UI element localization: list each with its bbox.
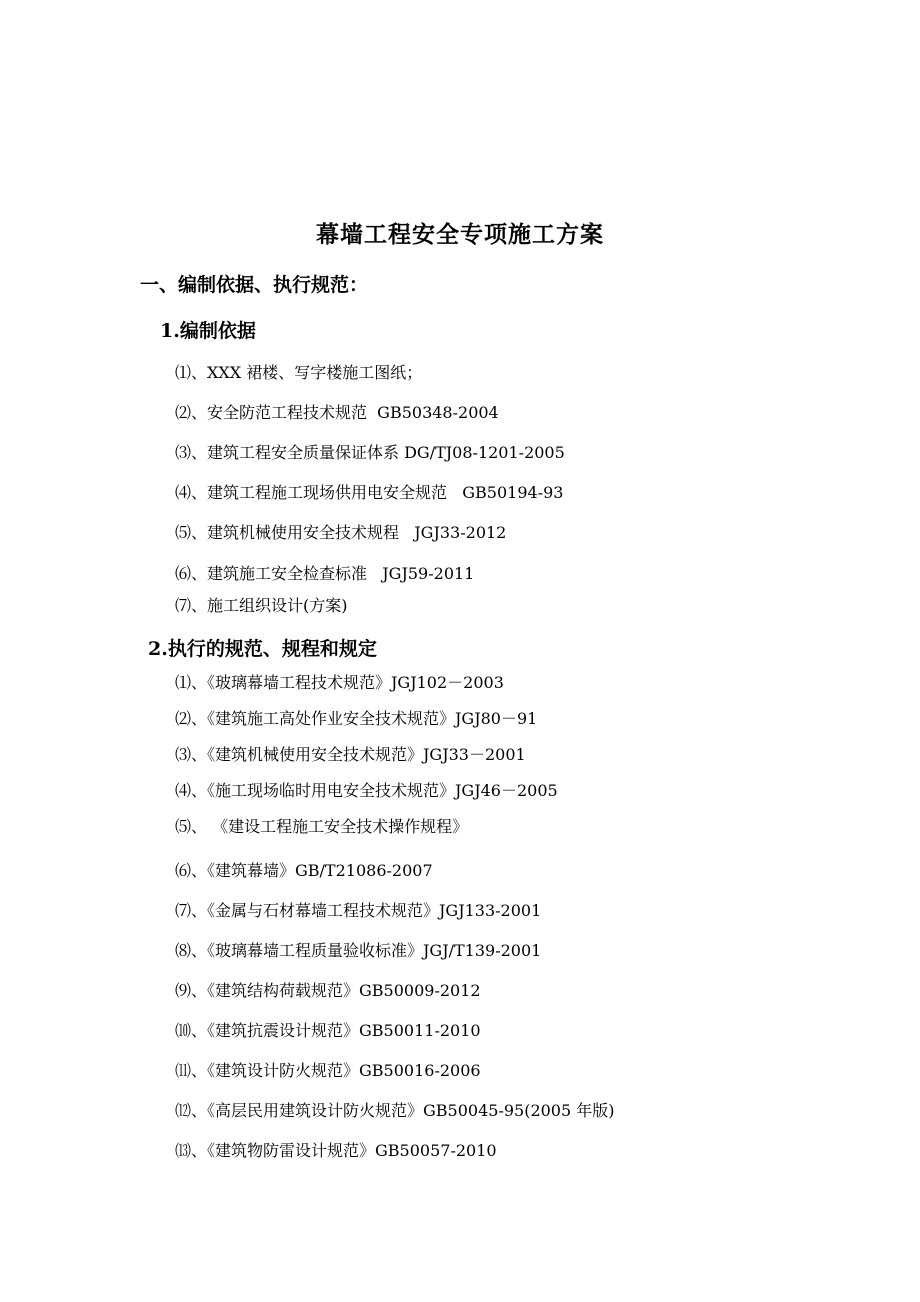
subsection-heading-compilation-basis: 1.编制依据 — [160, 320, 256, 342]
standard-item-3: ⑶、《建筑机械使用安全技术规范》JGJ33－2001 — [175, 745, 526, 764]
standard-item-7: ⑺、《金属与石材幕墙工程技术规范》JGJ133-2001 — [175, 901, 542, 920]
section-heading-basis: 一、编制依据、执行规范： — [140, 274, 369, 296]
standard-item-5: ⑸、 《建设工程施工安全技术操作规程》 — [175, 817, 469, 836]
standard-item-4: ⑷、《施工现场临时用电安全技术规范》JGJ46－2005 — [175, 781, 558, 800]
basis-item-6: ⑹、建筑施工安全检查标准 JGJ59-2011 — [175, 564, 475, 583]
basis-item-5: ⑸、建筑机械使用安全技术规程 JGJ33-2012 — [175, 523, 507, 542]
basis-item-2: ⑵、安全防范工程技术规范 GB50348-2004 — [175, 403, 499, 422]
subsection-heading-standards: 2.执行的规范、规程和规定 — [148, 638, 377, 660]
standard-item-12: ⑿、《高层民用建筑设计防火规范》GB50045-95(2005 年版) — [175, 1101, 615, 1120]
standard-item-11: ⑾、《建筑设计防火规范》GB50016-2006 — [175, 1061, 481, 1080]
basis-item-1: ⑴、XXX 裙楼、写字楼施工图纸； — [175, 363, 423, 382]
standard-item-6: ⑹、《建筑幕墙》GB/T21086-2007 — [175, 861, 433, 880]
standard-item-13: ⒀、《建筑物防雷设计规范》GB50057-2010 — [175, 1141, 497, 1160]
document-title: 幕墙工程安全专项施工方案 — [316, 221, 604, 248]
standard-item-8: ⑻、《玻璃幕墙工程质量验收标准》JGJ/T139-2001 — [175, 941, 542, 960]
basis-item-3: ⑶、建筑工程安全质量保证体系 DG/TJ08-1201-2005 — [175, 443, 565, 462]
standard-item-10: ⑽、《建筑抗震设计规范》GB50011-2010 — [175, 1021, 481, 1040]
basis-item-4: ⑷、建筑工程施工现场供用电安全规范 GB50194-93 — [175, 483, 564, 502]
standard-item-2: ⑵、《建筑施工高处作业安全技术规范》JGJ80－91 — [175, 709, 538, 728]
basis-item-7: ⑺、施工组织设计(方案) — [175, 596, 348, 615]
standard-item-9: ⑼、《建筑结构荷载规范》GB50009-2012 — [175, 981, 481, 1000]
standard-item-1: ⑴、《玻璃幕墙工程技术规范》JGJ102－2003 — [175, 673, 504, 692]
